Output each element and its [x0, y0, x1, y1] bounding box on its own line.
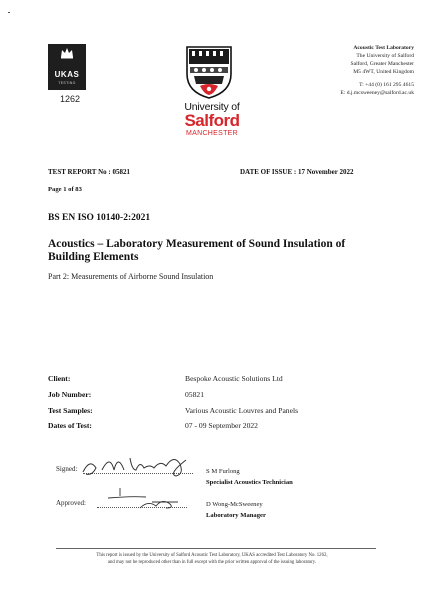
ukas-logo-subtext: TESTING [58, 81, 76, 85]
university-crest-icon [184, 44, 234, 100]
approved-label: Approved: [56, 499, 86, 507]
report-number-label: TEST REPORT No : [48, 168, 111, 176]
signed-role: Specialist Acoustics Technician [206, 479, 293, 486]
address-line1: The University of Salford [356, 53, 414, 59]
email: E: d.j.mcsweeney@salford.ac.uk [340, 90, 414, 96]
samples-label: Test Samples: [48, 406, 93, 415]
client-value: Bespoke Acoustic Solutions Ltd [185, 374, 283, 383]
issue-date-label: DATE OF ISSUE : [240, 168, 297, 176]
footer-divider [56, 548, 376, 549]
footer-note [40, 552, 384, 566]
job-label: Job Number: [48, 390, 92, 399]
issue-date-value: 17 November 2022 [297, 168, 354, 176]
standard-heading: BS EN ISO 10140-2:2021 [48, 213, 151, 223]
page-count: Page 1 of 83 [48, 186, 82, 193]
university-name-line1: University of [184, 101, 240, 113]
dates-label: Dates of Test: [48, 421, 92, 430]
footer-line1: This report is issued by the University of Salford Acoustic Test Laboratory, UKAS accredited Test Laboratory No. 1262, [96, 553, 328, 558]
crown-icon [60, 47, 74, 59]
report-title: Acoustics – Laboratory Measurement of Sound Insulation of Building Elements [48, 238, 346, 263]
approved-role: Laboratory Manager [206, 512, 266, 519]
report-number [48, 168, 130, 176]
address-line3: M5 4WT, United Kingdom [353, 69, 414, 75]
issue-date [240, 168, 353, 176]
dates-value: 07 - 09 September 2022 [185, 421, 258, 430]
report-number-value: 05821 [112, 168, 130, 176]
stray-mark [8, 12, 10, 13]
phone: T: +44 (0) 161 295 4615 [359, 82, 414, 88]
client-label: Client: [48, 374, 71, 383]
approved-name: D Wong-McSweeney [206, 501, 263, 508]
report-part: Part 2: Measurements of Airborne Sound Insulation [48, 272, 214, 281]
university-name-line2: Salford [184, 111, 240, 130]
samples-value: Various Acoustic Louvres and Panels [185, 406, 299, 415]
address-line2: Salford, Greater Manchester [350, 61, 414, 67]
signed-name: S M Furlong [206, 468, 240, 475]
ukas-logo-text: UKAS [54, 70, 80, 79]
accreditation-number: 1262 [60, 94, 81, 104]
job-value: 05821 [185, 390, 204, 399]
university-name-line3: MANCHESTER [185, 130, 238, 137]
signed-label: Signed: [56, 465, 78, 473]
signature-wong-icon [100, 484, 190, 512]
footer-line2: and may not be reproduced other than in full except with the prior written approval of the issuing laboratory. [107, 560, 317, 565]
signature-furlong-icon [80, 450, 195, 480]
lab-name: Acoustic Test Laboratory [353, 45, 414, 51]
